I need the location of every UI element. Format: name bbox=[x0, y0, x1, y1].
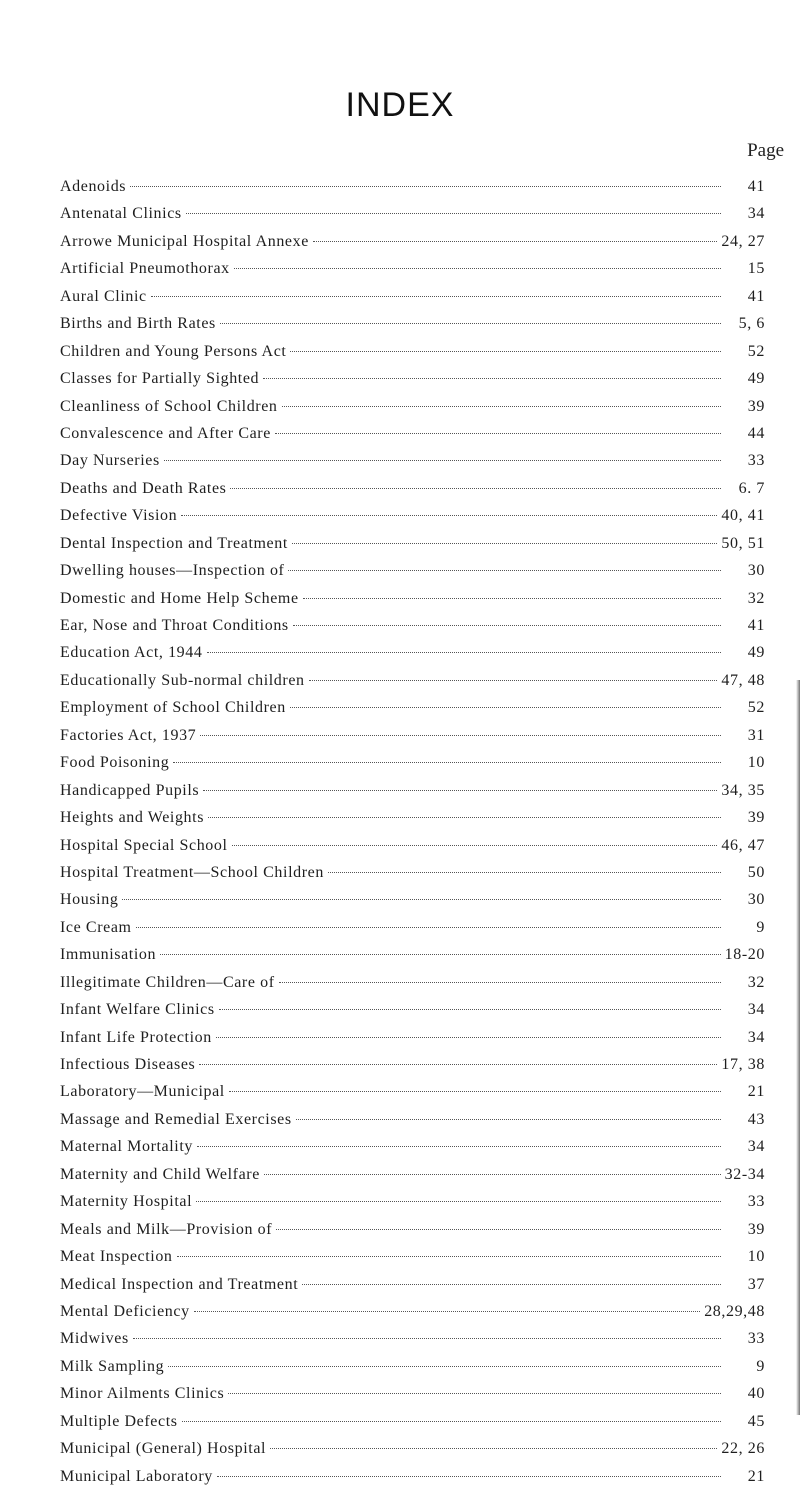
dot-leader bbox=[229, 1091, 721, 1092]
dot-leader bbox=[168, 1366, 721, 1367]
index-entry-pages: 32 bbox=[747, 589, 765, 607]
dot-leader bbox=[199, 1064, 717, 1065]
index-entry-term: Minor Ailments Clinics bbox=[60, 1385, 225, 1403]
index-entry bbox=[60, 914, 765, 941]
index-entry bbox=[60, 722, 765, 749]
index-entry-pages: 9 bbox=[756, 1357, 765, 1375]
dot-leader bbox=[164, 460, 721, 461]
index-entry-term: Convalescence and After Care bbox=[60, 424, 271, 442]
index-entry bbox=[60, 1325, 765, 1352]
index-entry bbox=[60, 255, 765, 282]
index-entry-term: Artificial Pneumothorax bbox=[60, 260, 230, 278]
index-entry-pages: 40, 41 bbox=[721, 507, 765, 525]
index-entry-pages: 41 bbox=[747, 617, 765, 634]
index-entry-term: Infant Life Protection bbox=[60, 1028, 212, 1046]
dot-leader bbox=[219, 1009, 721, 1010]
index-entry-term: Multiple Defects bbox=[60, 1412, 178, 1430]
index-entry bbox=[60, 200, 765, 227]
index-entry-pages: 34 bbox=[747, 1138, 765, 1156]
dot-leader bbox=[263, 378, 721, 379]
dot-leader bbox=[203, 790, 717, 791]
index-entry-pages: 52 bbox=[747, 342, 765, 360]
dot-leader bbox=[293, 625, 721, 626]
index-entry-term: Dwelling houses—Inspection of bbox=[60, 562, 285, 580]
index-entry-pages: 34, 35 bbox=[721, 781, 765, 799]
index-entry bbox=[60, 310, 765, 337]
index-entry-pages: 52 bbox=[747, 699, 765, 717]
index-entry bbox=[60, 694, 765, 721]
index-entry-pages: 28,29,48 bbox=[704, 1302, 765, 1320]
index-entry-term: Maternity and Child Welfare bbox=[60, 1165, 260, 1183]
dot-leader bbox=[133, 1338, 721, 1339]
index-entry bbox=[60, 228, 765, 255]
dot-leader bbox=[230, 488, 721, 489]
index-entry-term: Hospital Special School bbox=[60, 836, 228, 854]
index-entry-term: Food Poisoning bbox=[60, 754, 170, 772]
dot-leader bbox=[122, 899, 721, 900]
index-entry bbox=[60, 1106, 765, 1133]
dot-leader bbox=[313, 241, 717, 242]
dot-leader bbox=[207, 652, 722, 653]
index-entry-pages: 10 bbox=[747, 754, 765, 772]
index-entry bbox=[60, 1408, 765, 1435]
index-entry-pages: 50 bbox=[747, 863, 765, 881]
dot-leader bbox=[290, 707, 721, 708]
index-entry-pages: 33 bbox=[747, 1193, 765, 1211]
dot-leader bbox=[232, 845, 718, 846]
index-entry-term: Cleanliness of School Children bbox=[60, 397, 278, 415]
page-column-header: Page bbox=[747, 140, 784, 161]
index-entry-pages: 49 bbox=[747, 370, 765, 388]
index-entry-term: Day Nurseries bbox=[60, 452, 160, 470]
index-entry bbox=[60, 283, 765, 310]
index-entry-term: Domestic and Home Help Scheme bbox=[60, 589, 299, 607]
index-entry-pages: 37 bbox=[747, 1275, 765, 1293]
index-entry-term: Education Act, 1944 bbox=[60, 644, 203, 662]
dot-leader bbox=[181, 515, 717, 516]
index-entry-pages: 39 bbox=[747, 1220, 765, 1238]
index-entry-term: Illegitimate Children—Care of bbox=[60, 973, 275, 991]
index-entry-pages: 21 bbox=[747, 1083, 765, 1101]
dot-leader bbox=[196, 1201, 721, 1202]
index-entry-term: Medical Inspection and Treatment bbox=[60, 1275, 299, 1293]
dot-leader bbox=[302, 1284, 721, 1285]
index-entry-term: Births and Birth Rates bbox=[60, 315, 216, 333]
index-entry-pages: 30 bbox=[747, 891, 765, 909]
dot-leader bbox=[276, 1229, 721, 1230]
index-entry-term: Educationally Sub-normal children bbox=[60, 671, 305, 689]
index-entry-term: Arrowe Municipal Hospital Annexe bbox=[60, 232, 309, 250]
index-entry-term: Employment of School Children bbox=[60, 699, 286, 717]
index-entry-pages: 49 bbox=[747, 644, 765, 662]
index-entry-pages: 34 bbox=[747, 1001, 765, 1019]
dot-leader bbox=[194, 1311, 700, 1312]
index-entry bbox=[60, 749, 765, 776]
dot-leader bbox=[220, 323, 721, 324]
dot-leader bbox=[136, 927, 721, 928]
index-entry-term: Infectious Diseases bbox=[60, 1056, 196, 1073]
dot-leader bbox=[282, 406, 721, 407]
dot-leader bbox=[228, 1393, 721, 1394]
index-entry bbox=[60, 502, 765, 529]
index-entry bbox=[60, 585, 765, 612]
index-entry-term: Ear, Nose and Throat Conditions bbox=[60, 617, 289, 634]
index-entry bbox=[60, 1078, 765, 1105]
index-entry-pages: 41 bbox=[747, 178, 765, 195]
index-entry bbox=[60, 1133, 765, 1160]
index-entry bbox=[60, 447, 765, 474]
index-entry-pages: 47, 48 bbox=[721, 671, 765, 689]
dot-leader bbox=[290, 351, 721, 352]
index-entry bbox=[60, 1298, 765, 1325]
index-entry bbox=[60, 832, 765, 859]
index-entry bbox=[60, 777, 765, 804]
dot-leader bbox=[208, 817, 721, 818]
index-entry-pages: 45 bbox=[747, 1412, 765, 1430]
index-entry-pages: 50, 51 bbox=[721, 534, 765, 552]
index-entry-pages: 32 bbox=[747, 973, 765, 991]
index-entry-pages: 18-20 bbox=[724, 946, 765, 964]
index-entry-term: Maternal Mortality bbox=[60, 1138, 193, 1156]
dot-leader bbox=[328, 872, 721, 873]
index-entry bbox=[60, 667, 765, 694]
index-entry-term: Aural Clinic bbox=[60, 287, 147, 305]
index-entry bbox=[60, 1188, 765, 1215]
index-entry-term: Classes for Partially Sighted bbox=[60, 370, 260, 388]
dot-leader bbox=[275, 433, 721, 434]
index-entry-pages: 34 bbox=[747, 1028, 765, 1046]
dot-leader bbox=[160, 954, 721, 955]
index-entry bbox=[60, 1353, 765, 1380]
index-entry bbox=[60, 365, 765, 392]
index-entry-term: Meals and Milk—Provision of bbox=[60, 1220, 273, 1238]
index-entry-pages: 24, 27 bbox=[721, 232, 765, 250]
index-entry bbox=[60, 639, 765, 666]
index-entry bbox=[60, 1435, 765, 1462]
index-entry-term: Deaths and Death Rates bbox=[60, 479, 227, 497]
index-entry bbox=[60, 969, 765, 996]
index-entry-term: Milk Sampling bbox=[60, 1357, 165, 1375]
index-entry bbox=[60, 1051, 765, 1078]
index-entry bbox=[60, 1161, 765, 1188]
index-entry-pages: 6. 7 bbox=[738, 479, 765, 497]
index-entry bbox=[60, 1216, 765, 1243]
dot-leader bbox=[130, 186, 721, 187]
index-entry-pages: 33 bbox=[747, 452, 765, 470]
index-entry-term: Defective Vision bbox=[60, 507, 178, 525]
index-entry bbox=[60, 886, 765, 913]
dot-leader bbox=[303, 598, 721, 599]
index-entry-pages: 43 bbox=[747, 1110, 765, 1128]
dot-leader bbox=[200, 735, 721, 736]
index-entry-pages: 46, 47 bbox=[721, 836, 765, 854]
index-entry bbox=[60, 1463, 765, 1490]
index-entry-pages: 17, 38 bbox=[721, 1056, 765, 1073]
dot-leader bbox=[234, 268, 721, 269]
index-entry bbox=[60, 804, 765, 831]
index-entry-term: Housing bbox=[60, 891, 119, 909]
index-entry-pages: 44 bbox=[747, 424, 765, 442]
index-entry-pages: 33 bbox=[747, 1330, 765, 1348]
index-entry-pages: 15 bbox=[747, 260, 765, 278]
index-entry bbox=[60, 612, 765, 639]
index-entry-pages: 39 bbox=[747, 809, 765, 827]
dot-leader bbox=[217, 1476, 721, 1477]
index-entry-pages: 41 bbox=[747, 287, 765, 305]
index-entry-term: Midwives bbox=[60, 1330, 129, 1348]
index-entries-list bbox=[60, 173, 765, 1490]
index-entry-term: Children and Young Persons Act bbox=[60, 342, 287, 360]
index-entry-pages: 32-34 bbox=[724, 1165, 765, 1183]
index-entry bbox=[60, 859, 765, 886]
index-entry-term: Adenoids bbox=[60, 178, 127, 195]
dot-leader bbox=[151, 296, 721, 297]
index-entry bbox=[60, 420, 765, 447]
index-entry-pages: 9 bbox=[756, 918, 765, 936]
dot-leader bbox=[279, 982, 721, 983]
index-entry-term: Factories Act, 1937 bbox=[60, 726, 197, 744]
index-entry-pages: 31 bbox=[747, 726, 765, 744]
index-entry-pages: 34 bbox=[747, 205, 765, 223]
index-entry-term: Immunisation bbox=[60, 946, 157, 964]
index-entry-term: Laboratory—Municipal bbox=[60, 1083, 225, 1101]
dot-leader bbox=[309, 680, 718, 681]
index-entry-term: Heights and Weights bbox=[60, 809, 205, 827]
index-entry-term: Dental Inspection and Treatment bbox=[60, 534, 288, 552]
index-entry-term: Infant Welfare Clinics bbox=[60, 1001, 215, 1019]
index-entry-pages: 22, 26 bbox=[721, 1440, 765, 1458]
index-entry bbox=[60, 941, 765, 968]
index-entry-term: Hospital Treatment—School Children bbox=[60, 863, 324, 881]
index-entry-pages: 39 bbox=[747, 397, 765, 415]
index-entry-pages: 30 bbox=[747, 562, 765, 580]
index-entry-term: Ice Cream bbox=[60, 918, 132, 936]
dot-leader bbox=[288, 570, 721, 571]
dot-leader bbox=[270, 1448, 717, 1449]
index-entry-term: Municipal (General) Hospital bbox=[60, 1440, 267, 1458]
page-edge-shadow bbox=[796, 680, 800, 1415]
index-entry-term: Municipal Laboratory bbox=[60, 1467, 213, 1485]
index-entry-term: Mental Deficiency bbox=[60, 1302, 190, 1320]
page-title: INDEX bbox=[345, 86, 455, 124]
dot-leader bbox=[264, 1174, 721, 1175]
index-entry bbox=[60, 338, 765, 365]
index-entry bbox=[60, 1243, 765, 1270]
dot-leader bbox=[186, 213, 721, 214]
index-entry-term: Meat Inspection bbox=[60, 1248, 173, 1266]
index-entry bbox=[60, 557, 765, 584]
index-entry-term: Handicapped Pupils bbox=[60, 781, 200, 799]
index-entry bbox=[60, 1271, 765, 1298]
dot-leader bbox=[216, 1037, 721, 1038]
dot-leader bbox=[292, 543, 718, 544]
index-entry-term: Antenatal Clinics bbox=[60, 205, 182, 223]
dot-leader bbox=[182, 1421, 721, 1422]
index-entry bbox=[60, 475, 765, 502]
dot-leader bbox=[173, 762, 721, 763]
index-entry-pages: 40 bbox=[747, 1385, 765, 1403]
dot-leader bbox=[296, 1119, 721, 1120]
index-entry bbox=[60, 173, 765, 200]
index-entry bbox=[60, 996, 765, 1023]
index-entry-pages: 21 bbox=[747, 1467, 765, 1485]
index-entry bbox=[60, 393, 765, 420]
dot-leader bbox=[197, 1146, 721, 1147]
index-entry-term: Massage and Remedial Exercises bbox=[60, 1110, 292, 1128]
index-entry-pages: 5, 6 bbox=[738, 315, 765, 333]
index-entry-pages: 10 bbox=[747, 1248, 765, 1266]
dot-leader bbox=[177, 1256, 721, 1257]
index-entry bbox=[60, 1024, 765, 1051]
index-entry bbox=[60, 530, 765, 557]
index-entry bbox=[60, 1380, 765, 1407]
index-entry-term: Maternity Hospital bbox=[60, 1193, 193, 1211]
